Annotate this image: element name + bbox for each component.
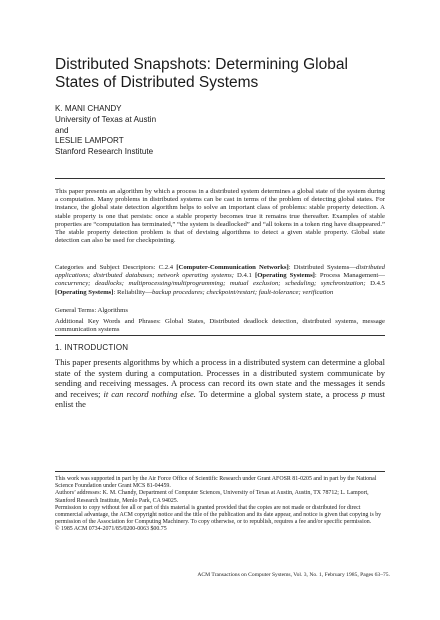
abstract <box>55 188 385 245</box>
category-d45-head: [Operating Systems] <box>55 288 114 296</box>
intro-text-p: p <box>361 388 366 399</box>
categories-lead: Categories and Subject Descriptors: C.2.4 <box>55 264 177 271</box>
section-heading: 1. INTRODUCTION <box>55 343 129 352</box>
author-1-name: K. MANI CHANDY <box>55 104 122 113</box>
categories-descriptors <box>55 264 385 297</box>
introduction-body <box>55 357 385 410</box>
intro-text-c: must enlist the <box>55 388 386 410</box>
intro-text-b: To determine a global system state, a process <box>195 388 362 399</box>
running-footer: ACM Transactions on Computer Systems, Vol. 3, No. 1, February 1985, Pages 63–75. <box>197 572 390 578</box>
abstract-bottom-rule <box>55 335 385 336</box>
footnote-support: This work was supported in part by the Air Force Office of Scientific Research under Grant AFOSR 81-0205 and in part by the National Science Foundation under Grant MCS 81-04459. <box>55 476 377 490</box>
category-c24-head: [Computer-Communication Networks] <box>176 264 289 271</box>
general-terms-text: General Terms: Algorithms <box>55 307 128 314</box>
category-c24-mid: : Distributed Systems— <box>288 264 357 271</box>
category-d41-terms: concurrency; deadlocks; multiprocessing/multiprogramming; mutual exclusion; scheduling; synchronization; <box>55 280 366 288</box>
author-2-name: LESLIE LAMPORT <box>55 136 124 146</box>
category-d45-lead: D.4.5 <box>365 280 385 288</box>
author-2-affiliation: Stanford Research Institute <box>55 147 154 157</box>
author-conjunction: and <box>55 125 69 135</box>
footnote-rule <box>55 471 385 472</box>
paper-title-line-1: Distributed Snapshots: Determining Global <box>55 56 348 73</box>
intro-text-a: This paper presents algorithms by which a process in a distributed system can determine a global state of the system during a computation. Processes in a distributed system communicate by sending and receiving messages. A process can record its own state and the messages it sends and receives; <box>55 357 385 399</box>
paper-title-line-2: States of Distributed Systems <box>55 74 259 91</box>
category-d41-head: [Operating Systems] <box>254 272 315 280</box>
author-block <box>55 104 355 158</box>
category-d45-mid: : Reliability— <box>113 288 152 296</box>
footnote-addresses: Authors’ addresses: K. M. Chandy, Department of Computer Sciences, University of Texas at Austin, Austin, TX 78712; L. Lamport, Stanford Research Institute, Menlo Park, CA 94025. <box>55 490 369 504</box>
abstract-text: This paper presents an algorithm by which a process in a distributed system determines a global state of the system during a computation. Many problems in distributed systems can be cast in terms of the problem of detecting global states. For instance, the global state detection algorithm helps to solve an important class of problems: stable property detection. A stable property is one that persists: once a stable property becomes true it remains true thereafter. Examples of stable properties are “computation has terminated,” “the system is deadlocked” and “all tokens in a token ring have disappeared.” The stable property detection problem is that of devising algorithms to detect a given stable property. Global state detection can also be used for checkpointing. <box>55 188 385 245</box>
category-d41-mid: : Process Management— <box>314 272 385 280</box>
author-1-affiliation: University of Texas at Austin <box>55 114 157 124</box>
paper-title <box>55 56 395 92</box>
keywords <box>55 318 385 334</box>
abstract-top-rule <box>55 178 385 179</box>
category-c24-terms: distributed applications; distributed databases; network operating systems; <box>55 264 385 280</box>
footnote-permission: Permission to copy without fee all or part of this material is granted provided that the copies are not made or distributed for direct commercial advantage, the ACM copyright notice and the title of the publication and its date appear, and notice is given that copying is by permission of the Association for Computing Machinery. To copy otherwise, or to republish, requires a fee and/or specific permission. <box>55 504 382 526</box>
category-d45-terms: backup procedures; checkpoint/restart; fault-tolerance; verification <box>151 288 334 296</box>
footnote-copyright: © 1985 ACM 0734-2071/85/0200-0063 $00.75 <box>55 526 167 533</box>
intro-text-italic: it can record nothing else. <box>103 388 196 399</box>
general-terms <box>55 307 385 315</box>
category-d41-lead: D.4.1 <box>233 272 255 280</box>
keywords-text: Additional Key Words and Phrases: Global States, Distributed deadlock detection, distributed systems, message communication systems <box>55 318 385 334</box>
footnote <box>55 476 385 534</box>
